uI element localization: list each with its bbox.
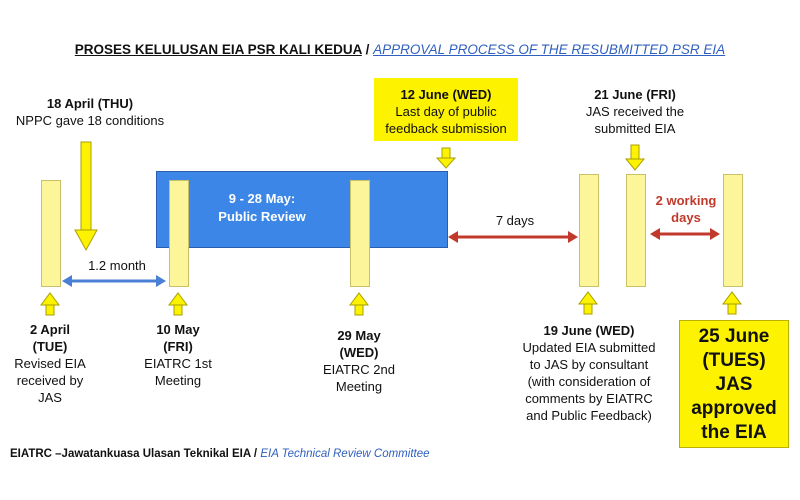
event-may10-desc2: Meeting [154, 373, 202, 388]
event-may10-date2: (FRI) [163, 339, 193, 354]
down-arrow-jun21 [626, 145, 644, 170]
event-apr2-desc3: JAS [38, 390, 62, 405]
title-english: APPROVAL PROCESS OF THE RESUBMITTED PSR EIA [373, 42, 726, 57]
event-jun19-desc5: and Public Feedback) [526, 408, 652, 423]
up-arrow-may10 [169, 293, 187, 315]
down-arrow-jun12 [437, 148, 455, 168]
title-malay: PROSES KELULUSAN EIA PSR KALI KEDUA [74, 42, 362, 57]
title-separator: / [361, 42, 374, 57]
event-apr2-date2: (TUE) [32, 339, 68, 354]
event-jun21-desc2: submitted EIA [594, 121, 676, 136]
event-apr2-desc1: Revised EIA [14, 356, 86, 371]
interval-working-days-label [644, 192, 728, 226]
event-may29-desc2: Meeting [335, 379, 383, 394]
event-apr2-date1: 2 April [30, 322, 70, 337]
event-jun25-line1: 25 June [698, 326, 770, 347]
event-may10 [128, 321, 228, 389]
event-jun25-line4: approved [691, 398, 777, 419]
interval-arrow-working-days [650, 228, 720, 240]
up-arrow-may29 [350, 293, 368, 315]
event-jun25-line5: the EIA [701, 422, 767, 443]
footer-legend [10, 448, 430, 460]
event-may29-date2: (WED) [339, 345, 379, 360]
event-jun21 [565, 86, 705, 137]
event-jun12-date: 12 June (WED) [400, 87, 492, 102]
event-may10-desc1: EIATRC 1st [144, 356, 212, 371]
public-review-dates: 9 - 28 May: [228, 191, 296, 206]
interval-7days-label: 7 days [495, 213, 535, 228]
public-review-text: Public Review [218, 209, 306, 224]
event-jun25-line2: (TUES) [702, 350, 766, 371]
interval-working-days-line2: days [671, 210, 701, 225]
interval-month-label: 1.2 month [88, 258, 146, 273]
footer-malay: EIATRC –Jawatankuasa Ulasan Teknikal EIA / [10, 448, 258, 460]
event-jun12 [374, 86, 518, 137]
event-jun21-desc1: JAS received the [585, 104, 685, 119]
event-apr2-desc2: received by [16, 373, 84, 388]
event-jun19 [507, 322, 671, 424]
up-arrow-jun19 [579, 292, 597, 314]
up-arrow-jun25 [723, 292, 741, 314]
event-jun19-desc2: to JAS by consultant [529, 357, 649, 372]
event-jun19-desc3: (with consideration of [527, 374, 651, 389]
event-apr18-desc: NPPC gave 18 conditions [15, 113, 165, 128]
event-jun21-date: 21 June (FRI) [594, 87, 676, 102]
event-jun19-date: 19 June (WED) [543, 323, 635, 338]
event-may10-date1: 10 May [156, 322, 200, 337]
interval-arrow-month [62, 275, 166, 287]
event-apr18 [5, 95, 175, 129]
event-jun19-desc4: comments by EIATRC [525, 391, 653, 406]
event-jun25-line3: JAS [715, 374, 753, 395]
interval-working-days-line1: 2 working [655, 193, 717, 208]
event-may29-date1: 29 May [337, 328, 381, 343]
event-jun19-desc1: Updated EIA submitted [522, 340, 656, 355]
up-arrow-apr2 [41, 293, 59, 315]
event-jun12-desc2: feedback submission [385, 121, 507, 136]
event-may29-desc1: EIATRC 2nd [322, 362, 395, 377]
event-apr2 [5, 321, 95, 406]
down-arrow-apr18 [75, 142, 97, 250]
event-may29 [309, 327, 409, 395]
event-apr18-date: 18 April (THU) [46, 96, 134, 111]
event-jun12-desc1: Last day of public [395, 104, 497, 119]
event-jun25-box [679, 320, 789, 448]
interval-arrow-7days [448, 231, 578, 243]
footer-english: EIA Technical Review Committee [260, 448, 430, 460]
